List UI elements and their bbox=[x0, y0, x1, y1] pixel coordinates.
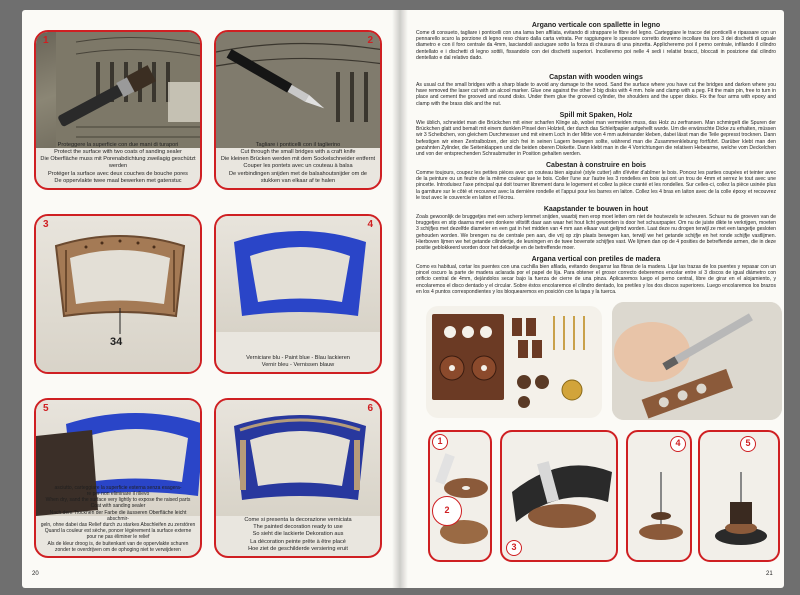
step-caption: Proteggere la superficie con due mani di turapori Protect the surface with two coats of sanding sealer Die Oberfläche muss mit Porenabdichtung zweilagig geschützt werden Protéger la surface avec deux couches de bouche pores De oppervlakte twee maal bewerken met gatenstuc bbox=[40, 141, 196, 184]
step-photo bbox=[36, 216, 200, 374]
section-german bbox=[416, 112, 776, 157]
section-italian bbox=[416, 22, 776, 61]
step-caption: asciutto, carteggiare la superficie esterna senza esagera- re per non eliminare il rilievo When dry, sand the surface very lightly to expose the raised parts Coat with sanding sealer Nach dem Trocknen der Farbe die äusseren Oberfläche leicht abschmir- geln, ohne dabei das Relief durch zu starkes Abschleifen zu zerstören Quand la couleur est sèche, poncer légèrement la surface externe pour ne pas éliminer le relief Als de kleur droog is, de buitenkant van de oppervlakte schuren zonder te overdrijven om de ophoging niet te verwijderen bbox=[40, 484, 196, 553]
painted-decoration-photo bbox=[216, 400, 382, 516]
step-number: 4 bbox=[367, 219, 373, 230]
hand-cutting-photo bbox=[612, 302, 782, 420]
blue-frame-photo bbox=[216, 216, 382, 332]
step-number: 2 bbox=[367, 35, 373, 46]
step-number: 3 bbox=[506, 540, 522, 556]
step-number: 6 bbox=[367, 403, 373, 414]
capstan-step-3 bbox=[500, 430, 618, 562]
step-panel-6 bbox=[214, 398, 382, 558]
section-body: Comme toujours, coupez les petites pièces avec un couteau bien aiguisé (style cutter) afin d'éviter d'abîmer le bois. Poncez les parties coupées et teinter avec de la peinture ou un feutre de la même couleur que le bois. Coller l'une sur l'autre les 3 rondelles en bois qui ont un trou de 4mm et serrez le tout avec une pincette. Introduisez l'axe principal qui doit tourner librement dans le logement et collez la pièce cranté et les rondelles. Sur celles-ci, collez la pièce usinée plus la garniture sur le côté et recouvrez avec la dernière rondelle et l'appui pour les barres en laiton. Collez les 4 bras en laiton avec de la colle époxy et recouvrez le tout avec le couvercle en laiton et l'écrou. bbox=[416, 170, 776, 201]
capstan-step-4 bbox=[626, 430, 692, 562]
parts-layout-figure bbox=[426, 306, 602, 418]
part-number-label: 34 bbox=[110, 336, 123, 348]
step-number: 3 bbox=[43, 219, 49, 230]
pin-assembly-photo bbox=[628, 432, 692, 562]
capstan-step-2-marker bbox=[432, 496, 462, 526]
section-body: Como es habitual, cortar los puentes con una cuchilla bien afilada, evitando desgarrar las fibras de la madera. Lijar las trazas de los puentes y repasar con un pincel oscuro la parte de madera aclarada por el papel de lija. Para obtener el grosor correcto deberemos encolar entre sí 3 discos de igual diámetro con orificio central de 4mm, dejándolos secar bajo la fuerza de cierre de una pinza. Aplicaremos luego el perno central, libre de girar en el alojamiento, y encolaremos el disco dentado y el circular. Sobre éstos encolaremos el cilindro dentado, los pretiles y los dos discos superiores. Luego encolaremos los brazos en los 4 puntos correspondientes y los bloquearemos en posición con la tapa y la tuerca. bbox=[416, 264, 776, 295]
cutting-photo-figure bbox=[612, 302, 782, 420]
step-panel-1 bbox=[34, 30, 202, 190]
wooden-frame-photo bbox=[36, 216, 202, 374]
step-panel-5 bbox=[34, 398, 202, 558]
step-caption: Verniciare blu - Paint blue - Blau lackieren Vernir bleu - Vernissen blauw bbox=[246, 354, 350, 368]
capstan-parts-photo bbox=[426, 306, 602, 418]
section-body: Come di consueto, tagliare i ponticelli con una lama ben affilata, evitando di strappare le fibre del legno. Carteggiare le tracce dei ponticelli e ripassare con un pennarello scuro la porzione di legno reso chiaro dalla carta vetrata. Per raggiungere lo spessore corretto dovremo incollare tra loro 3 dei dischetti di uguale diametro e con il foro centrale da 4mm, lasciandoli asciugare sotto la forza di chiusura di una pinzetta. Applicheremo poi il perno centrale, infilando il cilindro dentellato e i dischetti di legno sottili, fissandolo con dei dischetti superiori. Incolleremo poi nelle 4 sedi i relativi bracci, bloccati in posizione dal cilindro dentellato e dal relativo dado. bbox=[416, 30, 776, 61]
step-photo bbox=[36, 32, 200, 148]
step-caption: Come si presenta la decorazione verniciata The painted decoration ready to use So sieht die lackierte Dekoration aus La décoration peinte prête à être placé Hoe ziet de geschilderde versiering eruit bbox=[244, 516, 352, 552]
step-number: 4 bbox=[670, 436, 686, 452]
step-number: 5 bbox=[43, 403, 49, 414]
step-caption: Tagliare i ponticelli con il taglierino Cut through the small bridges with a craft knife Die kleinen Brücken werden mit dem Sockelschneider entfernt Couper les pontets avec un couteau à balsa De verbindingen snijden met de balsahoutsnijder om de stukken van elkaar af te halen bbox=[220, 141, 376, 184]
section-heading: Cabestan à construire en bois bbox=[546, 162, 646, 169]
section-heading: Kaapstander te bouwen in hout bbox=[543, 206, 649, 213]
step-number: 2 bbox=[444, 505, 450, 515]
step-number: 5 bbox=[740, 436, 756, 452]
section-heading: Argano verticale con spallette in legno bbox=[531, 22, 661, 29]
capstan-wings-photo bbox=[700, 432, 780, 562]
step-number: 1 bbox=[43, 35, 49, 46]
section-body: As usual cut the small bridges with a sharp blade to avoid any damage to the wood. Sand the surface where you have cut the bridges and darken where you have removed the laser cut with an alcool marker. Glue one against the other 3 big disks with 4 mm. hole and clamp with a peg. Fit the main pin, free to turn in place and cement the grooved and round disks. Under them glue the grooved cylinder, the shoulders and the upper disks. Fix the four arms with epoxy and clamp with the brass disk and the nut. bbox=[416, 82, 776, 107]
book-spine bbox=[392, 10, 408, 588]
page-number-right: 21 bbox=[766, 571, 773, 577]
capstan-step-1 bbox=[428, 430, 492, 562]
section-heading: Argana vertical con pretiles de madera bbox=[531, 256, 661, 263]
step-photo bbox=[216, 32, 380, 148]
step-number: 1 bbox=[432, 434, 448, 450]
step-panel-4 bbox=[214, 214, 382, 374]
section-french bbox=[416, 162, 776, 201]
step-photo bbox=[216, 216, 380, 332]
section-heading: Spill mit Spaken, Holz bbox=[559, 112, 633, 119]
section-dutch bbox=[416, 206, 776, 251]
section-spanish bbox=[416, 256, 776, 295]
stern-sealer-photo bbox=[36, 32, 202, 148]
capstan-step-5 bbox=[698, 430, 780, 562]
section-body: Wie üblich, schneidet man die Brückchen mit einer scharfen Klinge ab, wobei man vermeiden muss, das Holz zu zerfransen. Man schmirgelt die Spuren der Brückchen glatt und bemalt mit einem dunklen Pinsel den Holzteil, der durch das Schleifpapier aufgehellt wurde. Um die erwünschte Dicke zu erhalten, müssen wir 3 Scheibchen, von gleichem Durchmesser und mit einem Loch in der Mitte von 4 mm aufeinander kleben, dabei lässt man die Teile gepresst trocknen. Dann befestigen wir einen Zentralbolzen, der sich frei in seinen Lagern bewegen sollte, während man die Zusammenklebung fortführt. Darüber klebt man den gezahnten Zylinder, die Seitenklappen und die beiden oberen Diskette. Dann klebt man in die 4 Vorrichtungen die relativen Hebearme, welche vom Deckelchen und von der entsprechenden Schraubmutter in Position gehalten werden. bbox=[416, 120, 776, 158]
section-body: Zoals gewoonlijk de bruggetjes met een scherp lemmet snijden, waarbij men erop moet letten om niet de houtvezels te scheuren. Schuur nu de groeven van de bruggetjes en stip daarna met een donkere viltstift daar aan waar het hout licht geworden is door het schuurpapier. Om nu de juiste dikte te verkrijgen, moeten 3 schijfjes met dezelfde diameter en een gat in het midden van 4 mm aan elkaar vast gelijmd worden. Laat deze nu drogen terwijl ze met een tangetje gesloten gehouden worden. We brengen nu de centrale pen aan, die vrij op zijn plaats bewegen kan, terwijl we het getande schijfje en het ronde schijfje vastlijmen. Hierboven lijmen we het getande cilindertje, de leuningen en de twee bovenste schijfjes vast. We lijmen dan op de 4 posities de betreffende armen, die in deze positie geblokkeerd worden door het dekseltje en de betreffende moer. bbox=[416, 214, 776, 252]
step-panel-2 bbox=[214, 30, 382, 190]
section-heading: Capstan with wooden wings bbox=[549, 74, 643, 81]
craft-knife-photo bbox=[216, 32, 382, 148]
page-number-left: 20 bbox=[32, 571, 39, 577]
section-english bbox=[416, 74, 776, 107]
step-panel-3 bbox=[34, 214, 202, 374]
step-photo bbox=[216, 400, 380, 516]
